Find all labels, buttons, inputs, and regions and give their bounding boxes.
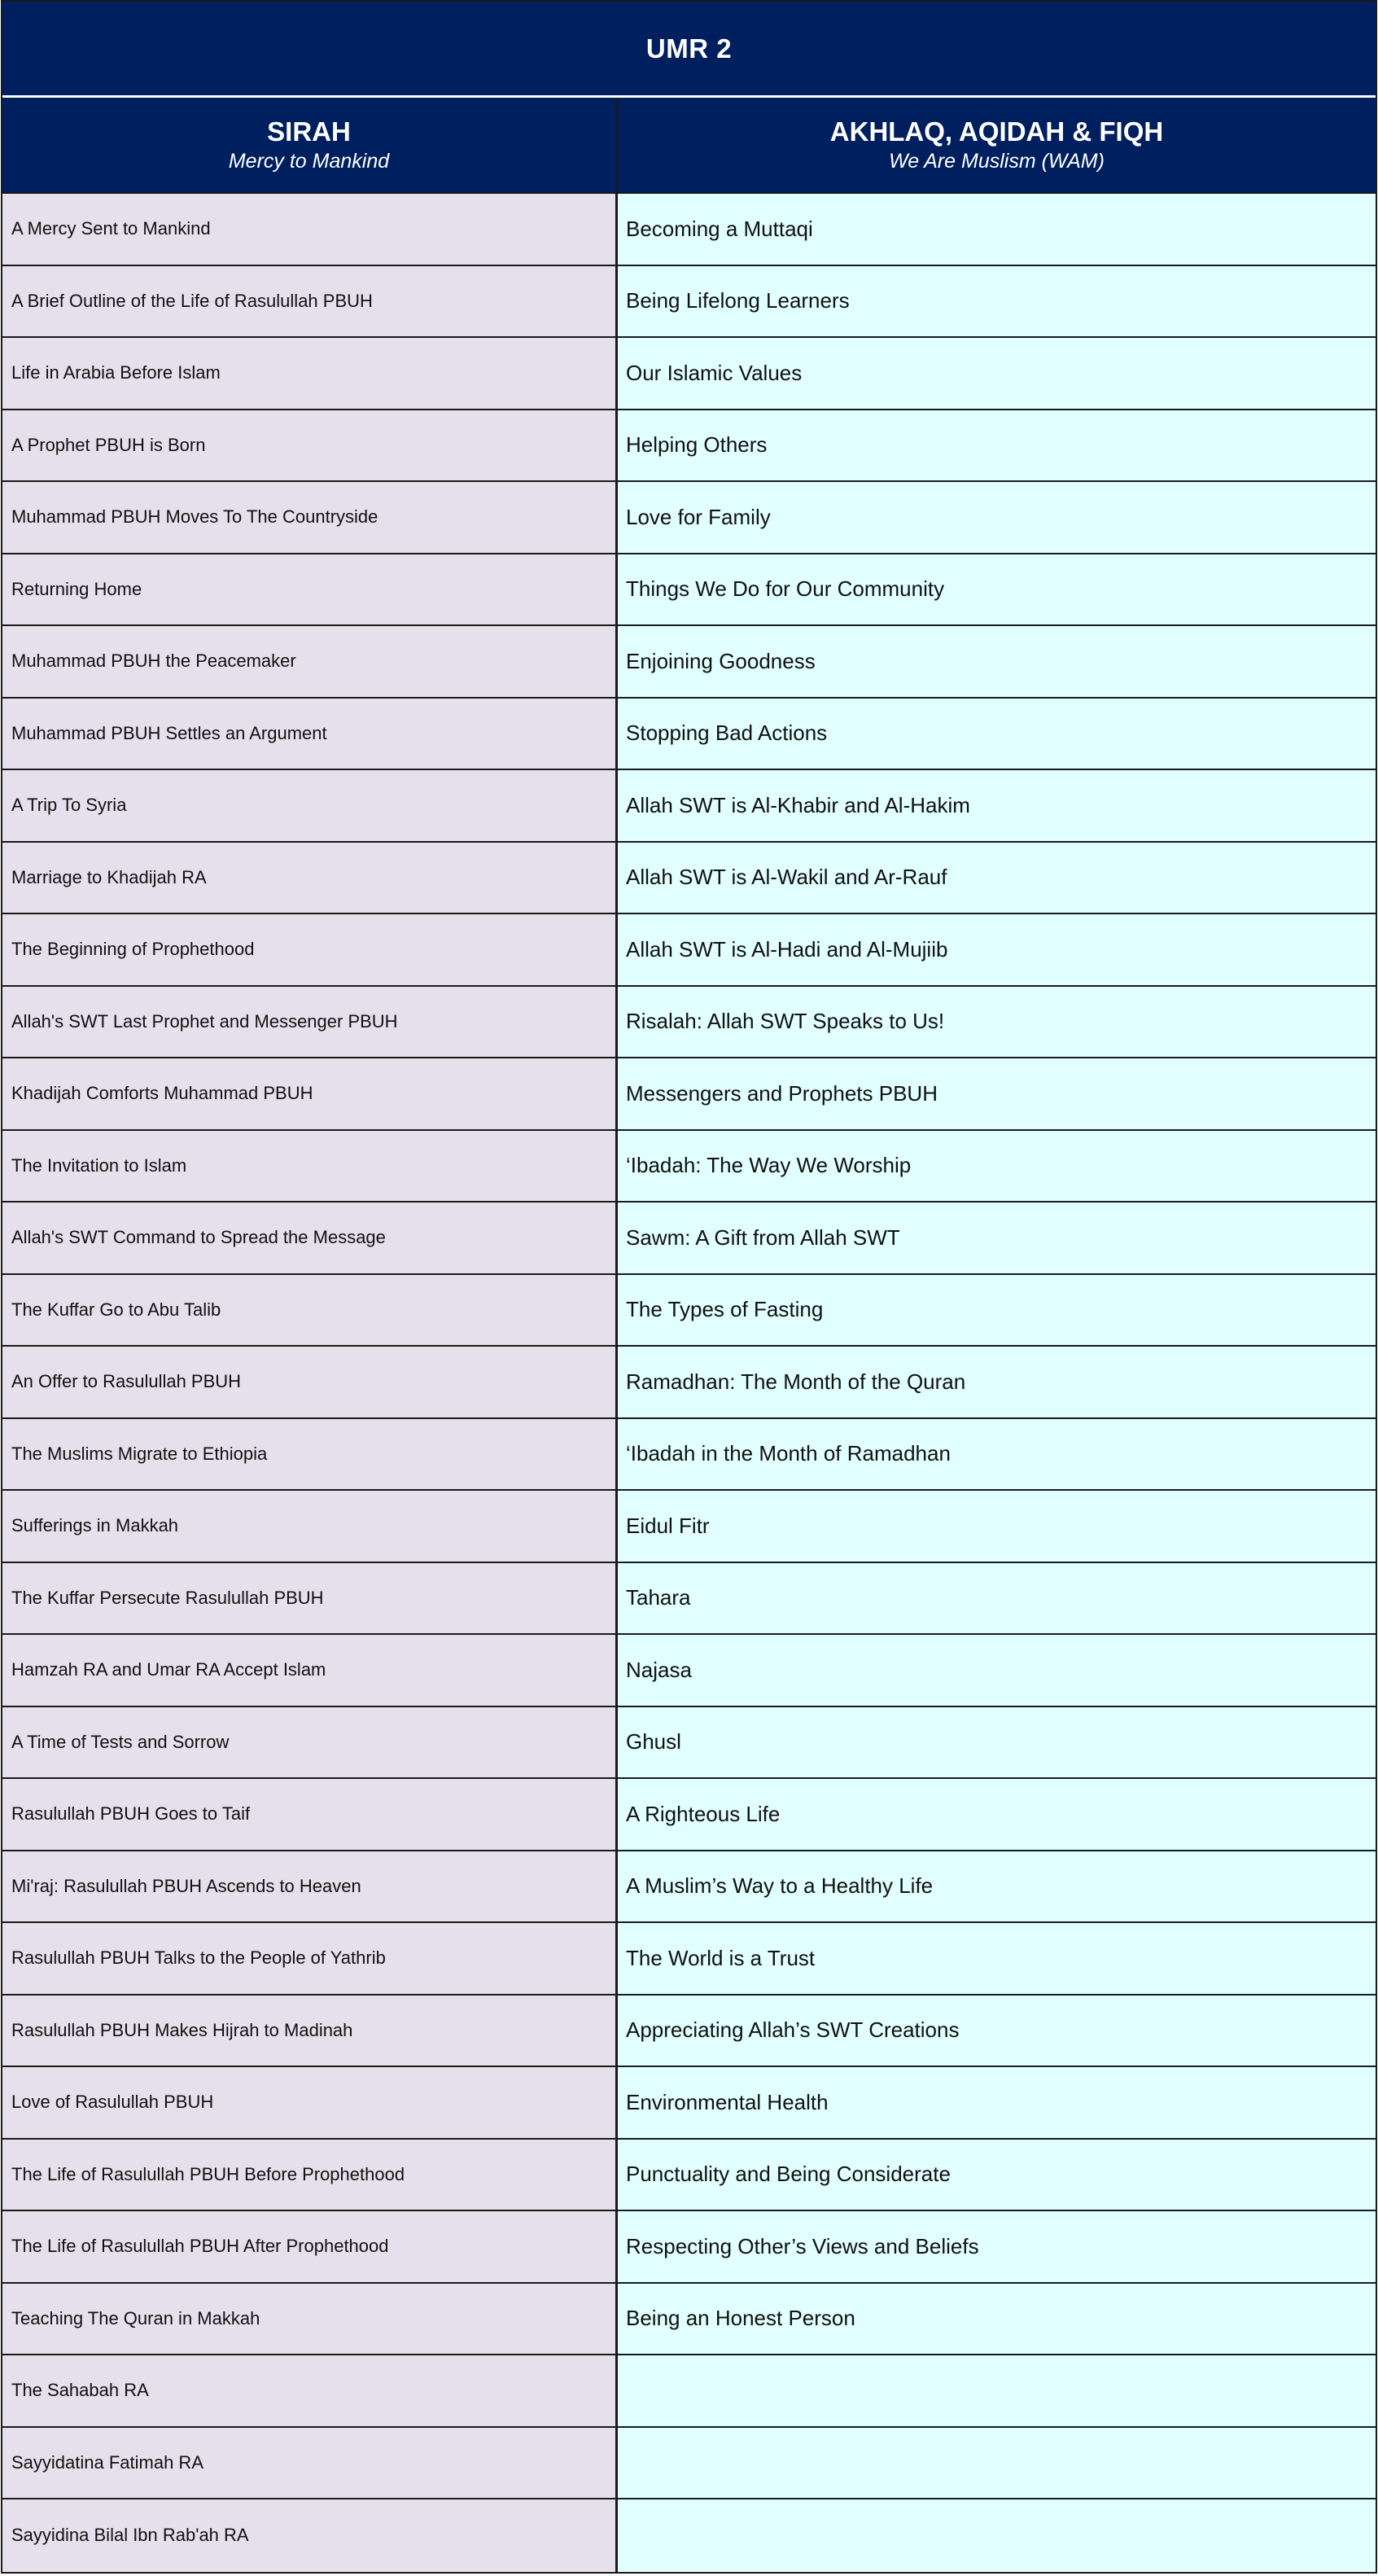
table-row bbox=[2, 554, 1376, 627]
table-row bbox=[2, 1635, 1376, 1707]
akhlaq-topic-cell: Allah SWT is Al-Wakil and Ar-Rauf bbox=[618, 843, 1376, 913]
table-row bbox=[2, 1491, 1376, 1563]
column-title: SIRAH bbox=[267, 116, 351, 147]
akhlaq-topic-cell: Stopping Bad Actions bbox=[618, 699, 1376, 769]
akhlaq-topic-cell: Being an Honest Person bbox=[618, 2284, 1376, 2355]
sirah-topic-cell: Love of Rasulullah PBUH bbox=[2, 2067, 618, 2138]
table-row bbox=[2, 770, 1376, 843]
column-header-akhlaq bbox=[618, 98, 1376, 192]
akhlaq-topic-cell: Love for Family bbox=[618, 482, 1376, 553]
sirah-topic-cell: A Time of Tests and Sorrow bbox=[2, 1707, 618, 1778]
sirah-topic-cell: Muhammad PBUH the Peacemaker bbox=[2, 626, 618, 697]
sirah-topic-cell: Life in Arabia Before Islam bbox=[2, 338, 618, 409]
table-row bbox=[2, 338, 1376, 410]
sirah-topic-cell: The Beginning of Prophethood bbox=[2, 914, 618, 985]
sirah-topic-cell: The Sahabah RA bbox=[2, 2355, 618, 2426]
akhlaq-topic-cell: Helping Others bbox=[618, 410, 1376, 481]
sirah-topic-cell: Rasulullah PBUH Makes Hijrah to Madinah bbox=[2, 1996, 618, 2066]
table-row bbox=[2, 1923, 1376, 1996]
akhlaq-topic-cell: ‘Ibadah in the Month of Ramadhan bbox=[618, 1419, 1376, 1490]
table-row bbox=[2, 2284, 1376, 2356]
column-header-sirah bbox=[2, 98, 618, 192]
table-row bbox=[2, 987, 1376, 1059]
sirah-topic-cell: A Mercy Sent to Mankind bbox=[2, 194, 618, 265]
sirah-topic-cell: Mi'raj: Rasulullah PBUH Ascends to Heaven bbox=[2, 1851, 618, 1922]
akhlaq-topic-cell: Ghusl bbox=[618, 1707, 1376, 1778]
sirah-topic-cell: The Life of Rasulullah PBUH Before Prophethood bbox=[2, 2140, 618, 2210]
akhlaq-topic-cell bbox=[618, 2499, 1376, 2572]
column-title: AKHLAQ, AQIDAH & FIQH bbox=[829, 116, 1164, 147]
akhlaq-topic-cell: Sawm: A Gift from Allah SWT bbox=[618, 1203, 1376, 1273]
table-row bbox=[2, 1563, 1376, 1636]
table-row bbox=[2, 699, 1376, 771]
sirah-topic-cell: The Invitation to Islam bbox=[2, 1131, 618, 1202]
table-row bbox=[2, 2499, 1376, 2572]
sirah-topic-cell: Teaching The Quran in Makkah bbox=[2, 2284, 618, 2355]
column-header-row bbox=[2, 98, 1376, 194]
table-row bbox=[2, 843, 1376, 915]
sirah-topic-cell: The Kuffar Go to Abu Talib bbox=[2, 1275, 618, 1346]
sirah-topic-cell: Muhammad PBUH Moves To The Countryside bbox=[2, 482, 618, 553]
sirah-topic-cell: Muhammad PBUH Settles an Argument bbox=[2, 699, 618, 769]
table-row bbox=[2, 914, 1376, 987]
sirah-topic-cell: Sayyidina Bilal Ibn Rab'ah RA bbox=[2, 2499, 618, 2572]
table-row bbox=[2, 1419, 1376, 1492]
sirah-topic-cell: Allah's SWT Command to Spread the Message bbox=[2, 1203, 618, 1273]
akhlaq-topic-cell: A Muslim’s Way to a Healthy Life bbox=[618, 1851, 1376, 1922]
sirah-topic-cell: The Kuffar Persecute Rasulullah PBUH bbox=[2, 1563, 618, 1634]
table-row bbox=[2, 1203, 1376, 1275]
table-row bbox=[2, 2355, 1376, 2428]
sirah-topic-cell: Marriage to Khadijah RA bbox=[2, 843, 618, 913]
sirah-topic-cell: The Muslims Migrate to Ethiopia bbox=[2, 1419, 618, 1490]
table-row bbox=[2, 1131, 1376, 1203]
table-body bbox=[2, 194, 1376, 2572]
sirah-topic-cell: The Life of Rasulullah PBUH After Prophethood bbox=[2, 2211, 618, 2282]
syllabus-table bbox=[1, 0, 1377, 2574]
sirah-topic-cell: Rasulullah PBUH Goes to Taif bbox=[2, 1779, 618, 1850]
akhlaq-topic-cell: Environmental Health bbox=[618, 2067, 1376, 2138]
sirah-topic-cell: A Trip To Syria bbox=[2, 770, 618, 841]
akhlaq-topic-cell: The Types of Fasting bbox=[618, 1275, 1376, 1346]
table-row bbox=[2, 1996, 1376, 2068]
sirah-topic-cell: A Brief Outline of the Life of Rasulullah PBUH bbox=[2, 266, 618, 337]
sirah-topic-cell: Khadijah Comforts Muhammad PBUH bbox=[2, 1058, 618, 1129]
sirah-topic-cell: A Prophet PBUH is Born bbox=[2, 410, 618, 481]
akhlaq-topic-cell: Respecting Other’s Views and Beliefs bbox=[618, 2211, 1376, 2282]
table-row bbox=[2, 2211, 1376, 2284]
akhlaq-topic-cell: A Righteous Life bbox=[618, 1779, 1376, 1850]
akhlaq-topic-cell: Appreciating Allah’s SWT Creations bbox=[618, 1996, 1376, 2066]
sirah-topic-cell: Allah's SWT Last Prophet and Messenger PBUH bbox=[2, 987, 618, 1058]
column-subtitle: Mercy to Mankind bbox=[228, 150, 390, 173]
table-title: UMR 2 bbox=[645, 33, 733, 64]
table-row bbox=[2, 2428, 1376, 2500]
sirah-topic-cell: Sufferings in Makkah bbox=[2, 1491, 618, 1562]
akhlaq-topic-cell: Being Lifelong Learners bbox=[618, 266, 1376, 337]
akhlaq-topic-cell: Enjoining Goodness bbox=[618, 626, 1376, 697]
column-subtitle: We Are Muslism (WAM) bbox=[889, 150, 1105, 173]
akhlaq-topic-cell: Messengers and Prophets PBUH bbox=[618, 1058, 1376, 1129]
akhlaq-topic-cell: Ramadhan: The Month of the Quran bbox=[618, 1347, 1376, 1417]
sirah-topic-cell: Hamzah RA and Umar RA Accept Islam bbox=[2, 1635, 618, 1706]
table-row bbox=[2, 626, 1376, 699]
akhlaq-topic-cell: Our Islamic Values bbox=[618, 338, 1376, 409]
akhlaq-topic-cell: Allah SWT is Al-Khabir and Al-Hakim bbox=[618, 770, 1376, 841]
akhlaq-topic-cell: Becoming a Muttaqi bbox=[618, 194, 1376, 265]
akhlaq-topic-cell bbox=[618, 2355, 1376, 2426]
table-row bbox=[2, 1779, 1376, 1851]
akhlaq-topic-cell bbox=[618, 2428, 1376, 2499]
sirah-topic-cell: Rasulullah PBUH Talks to the People of Yathrib bbox=[2, 1923, 618, 1994]
akhlaq-topic-cell: Eidul Fitr bbox=[618, 1491, 1376, 1562]
akhlaq-topic-cell: Things We Do for Our Community bbox=[618, 554, 1376, 625]
table-row bbox=[2, 1851, 1376, 1924]
akhlaq-topic-cell: Punctuality and Being Considerate bbox=[618, 2140, 1376, 2210]
table-row bbox=[2, 194, 1376, 266]
akhlaq-topic-cell: Najasa bbox=[618, 1635, 1376, 1706]
sirah-topic-cell: An Offer to Rasulullah PBUH bbox=[2, 1347, 618, 1417]
table-row bbox=[2, 1347, 1376, 1419]
table-row bbox=[2, 2067, 1376, 2140]
table-title-bar bbox=[2, 2, 1376, 98]
akhlaq-topic-cell: Allah SWT is Al-Hadi and Al-Mujiib bbox=[618, 914, 1376, 985]
table-row bbox=[2, 1275, 1376, 1347]
sirah-topic-cell: Sayyidatina Fatimah RA bbox=[2, 2428, 618, 2499]
akhlaq-topic-cell: Tahara bbox=[618, 1563, 1376, 1634]
table-row bbox=[2, 2140, 1376, 2212]
akhlaq-topic-cell: The World is a Trust bbox=[618, 1923, 1376, 1994]
akhlaq-topic-cell: Risalah: Allah SWT Speaks to Us! bbox=[618, 987, 1376, 1058]
sirah-topic-cell: Returning Home bbox=[2, 554, 618, 625]
table-row bbox=[2, 266, 1376, 339]
akhlaq-topic-cell: ‘Ibadah: The Way We Worship bbox=[618, 1131, 1376, 1202]
table-row bbox=[2, 410, 1376, 483]
table-row bbox=[2, 1058, 1376, 1131]
table-row bbox=[2, 1707, 1376, 1780]
table-row bbox=[2, 482, 1376, 554]
